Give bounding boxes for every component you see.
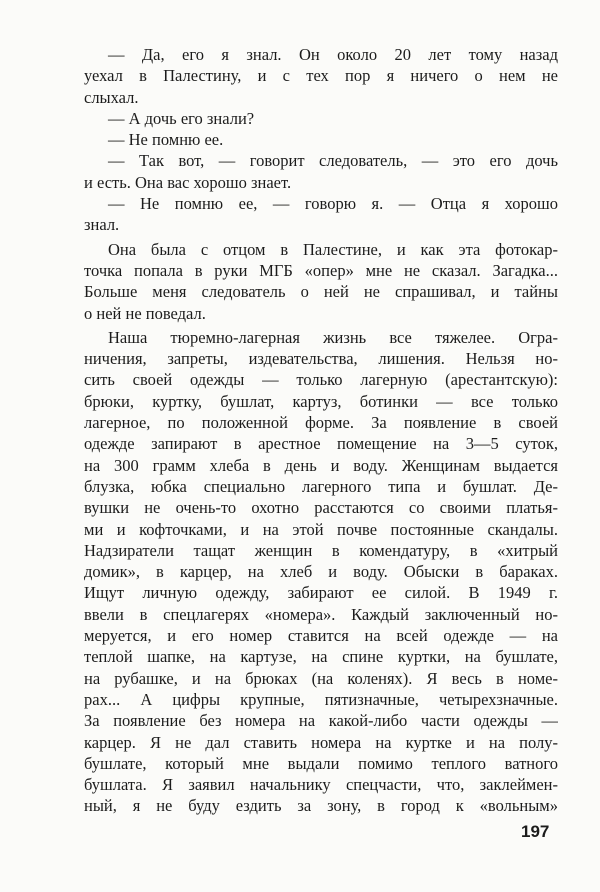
text-line: слыхал. <box>84 87 139 107</box>
text-line: домик», в карцер, на хлеб и воду. Обыски в бараках. <box>84 562 558 582</box>
text-line: Больше меня следователь о ней не спрашивал, и тайны <box>84 282 558 302</box>
text-line: о ней не поведал. <box>84 303 206 323</box>
text-line: блузка, юбка специально лагерного типа и бушлат. Де- <box>84 476 558 496</box>
text-line: и есть. Она вас хорошо знает. <box>84 172 292 192</box>
text-line: на 300 грамм хлеба в день и воду. Женщинам выдается <box>84 455 558 475</box>
paragraph <box>84 108 558 129</box>
paragraph <box>84 129 558 150</box>
text-line: Надзиратели тащат женщин в комендатуру, в «хитрый <box>84 540 558 560</box>
text-line: — Так вот, — говорит следователь, — это его дочь <box>108 151 558 171</box>
text-line: сить своей одежды — только лагерную (арестантскую): <box>84 370 558 390</box>
text-line: теплой шапке, на картузе, на спине куртки, на бушлате, <box>84 647 558 667</box>
text-line: — А дочь его знали? <box>108 108 255 128</box>
text-line: брюки, куртку, бушлат, картуз, ботинки — все только <box>84 391 558 411</box>
text-line: ничения, запреты, издевательства, лишения. Нельзя но- <box>84 349 558 369</box>
text-line: ми и кофточками, и на этой почве постоянные скандалы. <box>84 519 558 539</box>
page-number: 197 <box>521 822 550 841</box>
text-line: — Не помню ее. <box>108 130 224 150</box>
text-line: лагерное, по положенной форме. За появление в своей <box>84 413 558 433</box>
text-line: — Не помню ее, — говорю я. — Отца я хорошо <box>108 194 558 214</box>
text-line: вушки не очень-то охотно расстаются со своими платья- <box>84 498 558 518</box>
paragraph <box>84 44 558 108</box>
page-text <box>84 44 558 817</box>
text-line: уехал в Палестину, и с тех пор я ничего о нем не <box>84 66 558 86</box>
text-line: ный, я не буду ездить за зону, в город к «вольным» <box>84 796 558 816</box>
text-line: на рубашке, и на брюках (на коленях). Я весь в номе- <box>84 668 558 688</box>
text-line: — Да, его я знал. Он около 20 лет тому назад <box>108 45 558 64</box>
text-line: бушлата. Я заявил начальнику спецчасти, что, заклеймен- <box>84 775 558 795</box>
text-line: За появление без номера на какой-либо части одежды — <box>84 711 558 731</box>
paragraph <box>84 193 558 236</box>
text-line: Наша тюремно-лагерная жизнь все тяжелее. Огра- <box>108 327 558 347</box>
text-line: Она была с отцом в Палестине, и как эта фотокар- <box>108 239 558 259</box>
text-line: карцер. Я не дал ставить номера на куртке и на полу- <box>84 732 558 752</box>
text-line: одежде запирают в арестное помещение на 3—5 суток, <box>84 434 558 454</box>
text-line: Ищут личную одежду, забирают ее силой. В 1949 г. <box>84 583 558 603</box>
text-line: ввели в спецлагерях «номера». Каждый заключенный но- <box>84 604 558 624</box>
text-line: точка попала в руки МГБ «опер» мне не сказал. Загадка... <box>84 260 558 280</box>
paragraph <box>84 327 558 817</box>
paragraph <box>84 150 558 193</box>
text-line: рах... А цифры крупные, пятизначные, четырехзначные. <box>84 689 558 709</box>
paragraph <box>84 239 558 324</box>
text-line: меруется, и его номер ставится на всей одежде — на <box>84 626 558 646</box>
text-line: бушлате, который мне выдали помимо теплого ватного <box>84 753 558 773</box>
text-line: знал. <box>84 215 120 235</box>
